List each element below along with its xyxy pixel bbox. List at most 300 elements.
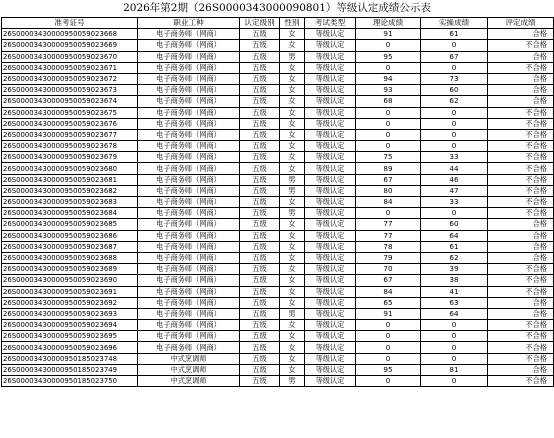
cell-theory-score: 67 (356, 275, 421, 286)
cell-gender: 男 (280, 376, 305, 387)
cell-occupation: 电子商务师（网商） (138, 96, 240, 107)
table-row (2, 185, 554, 196)
cell-exam-type: 等级认定 (305, 118, 356, 129)
table-row (2, 264, 554, 275)
cell-practical-score: 0 (421, 40, 488, 51)
cell-result: 不合格 (488, 320, 554, 331)
cell-occupation: 电子商务师（网商） (138, 174, 240, 185)
cell-result: 合格 (488, 85, 554, 96)
cell-occupation: 电子商务师（网商） (138, 29, 240, 40)
cell-exam-type: 等级认定 (305, 331, 356, 342)
cell-exam-type: 等级认定 (305, 230, 356, 241)
cell-result: 不合格 (488, 197, 554, 208)
cell-theory-score: 0 (356, 208, 421, 219)
cell-gender: 女 (280, 96, 305, 107)
table-row (2, 320, 554, 331)
cell-occupation: 电子商务师（网商） (138, 308, 240, 319)
cell-gender: 女 (280, 29, 305, 40)
cell-ticket-number: 26S000034300009500590236​80 (2, 163, 138, 174)
cell-occupation: 电子商务师（网商） (138, 40, 240, 51)
cell-level: 五级 (240, 264, 280, 275)
cell-result: 不合格 (488, 129, 554, 140)
cell-result: 合格 (488, 252, 554, 263)
cell-occupation: 电子商务师（网商） (138, 141, 240, 152)
cell-level: 五级 (240, 73, 280, 84)
cell-theory-score: 65 (356, 297, 421, 308)
cell-exam-type: 等级认定 (305, 308, 356, 319)
cell-theory-score: 0 (356, 40, 421, 51)
cell-result: 不合格 (488, 286, 554, 297)
cell-theory-score: 80 (356, 185, 421, 196)
table-row (2, 208, 554, 219)
cell-practical-score: 62 (421, 252, 488, 263)
cell-level: 五级 (240, 230, 280, 241)
cell-result: 合格 (488, 219, 554, 230)
cell-practical-score: 38 (421, 275, 488, 286)
table-row (2, 118, 554, 129)
cell-theory-score: 84 (356, 286, 421, 297)
table-row (2, 308, 554, 319)
table-row (2, 230, 554, 241)
cell-occupation: 电子商务师（网商） (138, 342, 240, 353)
cell-level: 五级 (240, 96, 280, 107)
header-ticket-number: 准考证号 (2, 18, 138, 29)
table-row (2, 141, 554, 152)
table-row (2, 129, 554, 140)
cell-practical-score: 60 (421, 85, 488, 96)
table-row (2, 29, 554, 40)
cell-ticket-number: 26S000034300009500590236​76 (2, 118, 138, 129)
cell-gender: 女 (280, 129, 305, 140)
cell-theory-score: 93 (356, 85, 421, 96)
cell-level: 五级 (240, 241, 280, 252)
cell-gender: 女 (280, 252, 305, 263)
cell-gender: 男 (280, 51, 305, 62)
cell-occupation: 电子商务师（网商） (138, 197, 240, 208)
cell-occupation: 电子商务师（网商） (138, 264, 240, 275)
cell-ticket-number: 26S000034300009500590236​84 (2, 208, 138, 219)
cell-theory-score: 0 (356, 331, 421, 342)
cell-result: 不合格 (488, 141, 554, 152)
cell-ticket-number: 26S000034300009500590236​81 (2, 174, 138, 185)
cell-level: 五级 (240, 197, 280, 208)
cell-ticket-number: 26S000034300009500590236​86 (2, 230, 138, 241)
cell-ticket-number: 26S000034300009500590236​89 (2, 264, 138, 275)
cell-practical-score: 67 (421, 51, 488, 62)
cell-practical-score: 73 (421, 73, 488, 84)
cell-gender: 男 (280, 174, 305, 185)
cell-result: 不合格 (488, 62, 554, 73)
cell-occupation: 电子商务师（网商） (138, 185, 240, 196)
cell-exam-type: 等级认定 (305, 219, 356, 230)
cell-result: 不合格 (488, 118, 554, 129)
table-row (2, 40, 554, 51)
cell-result: 不合格 (488, 152, 554, 163)
cell-practical-score: 41 (421, 286, 488, 297)
cell-gender: 女 (280, 320, 305, 331)
cell-exam-type: 等级认定 (305, 73, 356, 84)
cell-ticket-number: 26S000034300009500590236​91 (2, 286, 138, 297)
cell-theory-score: 0 (356, 376, 421, 387)
cell-level: 五级 (240, 29, 280, 40)
cell-exam-type: 等级认定 (305, 129, 356, 140)
table-row (2, 163, 554, 174)
cell-theory-score: 91 (356, 308, 421, 319)
cell-gender: 女 (280, 197, 305, 208)
cell-practical-score: 63 (421, 297, 488, 308)
cell-theory-score: 68 (356, 96, 421, 107)
cell-occupation: 电子商务师（网商） (138, 85, 240, 96)
cell-result: 不合格 (488, 264, 554, 275)
cell-practical-score: 64 (421, 230, 488, 241)
cell-ticket-number: 26S000034300009500590236​69 (2, 40, 138, 51)
cell-gender: 女 (280, 85, 305, 96)
cell-result: 不合格 (488, 353, 554, 364)
table-row (2, 331, 554, 342)
cell-gender: 女 (280, 241, 305, 252)
cell-practical-score: 33 (421, 197, 488, 208)
table-row (2, 252, 554, 263)
cell-level: 五级 (240, 353, 280, 364)
cell-occupation: 电子商务师（网商） (138, 208, 240, 219)
cell-result: 不合格 (488, 208, 554, 219)
cell-ticket-number: 26S000034300009500590236​92 (2, 297, 138, 308)
table-row (2, 275, 554, 286)
cell-practical-score: 44 (421, 163, 488, 174)
cell-result: 合格 (488, 51, 554, 62)
cell-theory-score: 79 (356, 252, 421, 263)
header-theory-score: 理论成绩 (356, 18, 421, 29)
table-row (2, 219, 554, 230)
cell-occupation: 电子商务师（网商） (138, 62, 240, 73)
cell-gender: 女 (280, 40, 305, 51)
cell-practical-score: 62 (421, 96, 488, 107)
cell-ticket-number: 26S000034300009500590236​72 (2, 73, 138, 84)
table-row (2, 85, 554, 96)
cell-level: 五级 (240, 208, 280, 219)
cell-occupation: 电子商务师（网商） (138, 163, 240, 174)
cell-practical-score: 0 (421, 208, 488, 219)
cell-ticket-number: 26S0000343000095005902366​8 (2, 29, 138, 40)
cell-result: 合格 (488, 241, 554, 252)
header-row (2, 18, 554, 29)
table-row (2, 62, 554, 73)
cell-occupation: 电子商务师（网商） (138, 297, 240, 308)
cell-result: 合格 (488, 308, 554, 319)
cell-ticket-number: 26S000034300009500590236​71 (2, 62, 138, 73)
cell-level: 五级 (240, 376, 280, 387)
cell-level: 五级 (240, 297, 280, 308)
cell-occupation: 中式烹调师 (138, 353, 240, 364)
table-row (2, 376, 554, 387)
cell-result: 不合格 (488, 163, 554, 174)
cell-result: 合格 (488, 29, 554, 40)
cell-theory-score: 0 (356, 107, 421, 118)
cell-ticket-number: 26S000034300009501850237​49 (2, 364, 138, 375)
cell-exam-type: 等级认定 (305, 96, 356, 107)
cell-theory-score: 91 (356, 29, 421, 40)
table-row (2, 51, 554, 62)
cell-level: 五级 (240, 364, 280, 375)
cell-exam-type: 等级认定 (305, 107, 356, 118)
cell-occupation: 电子商务师（网商） (138, 275, 240, 286)
cell-ticket-number: 26S000034300009500590236​75 (2, 107, 138, 118)
cell-practical-score: 39 (421, 264, 488, 275)
cell-theory-score: 0 (356, 320, 421, 331)
cell-exam-type: 等级认定 (305, 342, 356, 353)
cell-level: 五级 (240, 320, 280, 331)
table-row (2, 197, 554, 208)
cell-level: 五级 (240, 62, 280, 73)
cell-exam-type: 等级认定 (305, 62, 356, 73)
cell-gender: 女 (280, 353, 305, 364)
cell-occupation: 电子商务师（网商） (138, 286, 240, 297)
cell-gender: 女 (280, 118, 305, 129)
header-gender: 性别 (280, 18, 305, 29)
cell-gender: 女 (280, 286, 305, 297)
cell-gender: 男 (280, 185, 305, 196)
cell-practical-score: 33 (421, 152, 488, 163)
cell-theory-score: 94 (356, 73, 421, 84)
cell-theory-score: 0 (356, 62, 421, 73)
cell-occupation: 电子商务师（网商） (138, 219, 240, 230)
cell-exam-type: 等级认定 (305, 197, 356, 208)
table-body (2, 29, 554, 387)
cell-exam-type: 等级认定 (305, 297, 356, 308)
cell-ticket-number: 26S000034300009500590236​82 (2, 185, 138, 196)
cell-result: 不合格 (488, 275, 554, 286)
cell-exam-type: 等级认定 (305, 376, 356, 387)
cell-level: 五级 (240, 107, 280, 118)
cell-theory-score: 70 (356, 264, 421, 275)
cell-level: 五级 (240, 40, 280, 51)
cell-exam-type: 等级认定 (305, 241, 356, 252)
cell-occupation: 电子商务师（网商） (138, 107, 240, 118)
header-exam-type: 考试类型 (305, 18, 356, 29)
cell-gender: 女 (280, 219, 305, 230)
cell-occupation: 电子商务师（网商） (138, 73, 240, 84)
cell-occupation: 中式烹调师 (138, 376, 240, 387)
cell-occupation: 电子商务师（网商） (138, 320, 240, 331)
cell-level: 五级 (240, 252, 280, 263)
cell-level: 五级 (240, 118, 280, 129)
cell-ticket-number: 26S000034300009500590236​94 (2, 320, 138, 331)
table-row (2, 364, 554, 375)
cell-result: 合格 (488, 364, 554, 375)
cell-exam-type: 等级认定 (305, 275, 356, 286)
cell-practical-score: 0 (421, 62, 488, 73)
page-title: 2026年第2期（26S000034300009080​1）等级认定成绩公示表 (123, 2, 431, 14)
cell-gender: 女 (280, 331, 305, 342)
cell-gender: 女 (280, 73, 305, 84)
cell-level: 五级 (240, 152, 280, 163)
cell-practical-score: 0 (421, 107, 488, 118)
cell-gender: 女 (280, 342, 305, 353)
cell-exam-type: 等级认定 (305, 141, 356, 152)
cell-exam-type: 等级认定 (305, 29, 356, 40)
cell-level: 五级 (240, 342, 280, 353)
cell-exam-type: 等级认定 (305, 40, 356, 51)
cell-gender: 女 (280, 141, 305, 152)
cell-theory-score: 0 (356, 129, 421, 140)
cell-result: 合格 (488, 230, 554, 241)
cell-result: 合格 (488, 73, 554, 84)
cell-ticket-number: 26S000034300009500590236​79 (2, 152, 138, 163)
cell-practical-score: 0 (421, 118, 488, 129)
cell-theory-score: 78 (356, 241, 421, 252)
cell-level: 五级 (240, 51, 280, 62)
cell-gender: 女 (280, 152, 305, 163)
cell-exam-type: 等级认定 (305, 185, 356, 196)
cell-occupation: 电子商务师（网商） (138, 118, 240, 129)
table-row (2, 241, 554, 252)
cell-theory-score: 67 (356, 174, 421, 185)
cell-result: 不合格 (488, 185, 554, 196)
table-row (2, 73, 554, 84)
cell-ticket-number: 26S000034300009500590236​96 (2, 342, 138, 353)
cell-result: 合格 (488, 297, 554, 308)
cell-level: 五级 (240, 185, 280, 196)
cell-level: 五级 (240, 331, 280, 342)
cell-gender: 女 (280, 62, 305, 73)
cell-theory-score: 95 (356, 51, 421, 62)
table-row (2, 174, 554, 185)
cell-occupation: 电子商务师（网商） (138, 152, 240, 163)
cell-exam-type: 等级认定 (305, 208, 356, 219)
cell-gender: 女 (280, 364, 305, 375)
cell-exam-type: 等级认定 (305, 364, 356, 375)
cell-ticket-number: 26S000034300009500590236​74 (2, 96, 138, 107)
cell-practical-score: 47 (421, 185, 488, 196)
cell-ticket-number: 26S000034300009501850237​48 (2, 353, 138, 364)
cell-gender: 男 (280, 308, 305, 319)
cell-result: 不合格 (488, 331, 554, 342)
cell-ticket-number: 26S000034300009500590236​77 (2, 129, 138, 140)
cell-gender: 女 (280, 230, 305, 241)
cell-gender: 女 (280, 275, 305, 286)
cell-gender: 男 (280, 208, 305, 219)
header-occupation: 职业工种 (138, 18, 240, 29)
cell-exam-type: 等级认定 (305, 174, 356, 185)
cell-level: 五级 (240, 85, 280, 96)
cell-exam-type: 等级认定 (305, 51, 356, 62)
table-row (2, 286, 554, 297)
cell-result: 合格 (488, 96, 554, 107)
cell-practical-score: 64 (421, 308, 488, 319)
cell-practical-score: 61 (421, 241, 488, 252)
cell-ticket-number: 26S000034300009500590236​95 (2, 331, 138, 342)
header-result: 评定成绩 (488, 18, 554, 29)
cell-practical-score: 0 (421, 376, 488, 387)
cell-level: 五级 (240, 286, 280, 297)
header-level: 认定级别 (240, 18, 280, 29)
cell-occupation: 电子商务师（网商） (138, 241, 240, 252)
cell-practical-score: 0 (421, 331, 488, 342)
cell-theory-score: 0 (356, 353, 421, 364)
cell-ticket-number: 26S000034300009500590236​88 (2, 252, 138, 263)
cell-practical-score: 61 (421, 29, 488, 40)
table-row (2, 353, 554, 364)
cell-theory-score: 77 (356, 219, 421, 230)
cell-level: 五级 (240, 308, 280, 319)
cell-level: 五级 (240, 174, 280, 185)
table-row (2, 107, 554, 118)
cell-occupation: 电子商务师（网商） (138, 51, 240, 62)
cell-level: 五级 (240, 163, 280, 174)
cell-occupation: 电子商务师（网商） (138, 230, 240, 241)
cell-ticket-number: 26S000034300009501850237​50 (2, 376, 138, 387)
cell-ticket-number: 26S000034300009500590236​70 (2, 51, 138, 62)
cell-practical-score: 0 (421, 320, 488, 331)
cell-gender: 女 (280, 297, 305, 308)
cell-result: 不合格 (488, 342, 554, 353)
cell-practical-score: 0 (421, 129, 488, 140)
cell-exam-type: 等级认定 (305, 85, 356, 96)
table-row (2, 96, 554, 107)
cell-exam-type: 等级认定 (305, 286, 356, 297)
cell-exam-type: 等级认定 (305, 252, 356, 263)
cell-level: 五级 (240, 275, 280, 286)
cell-exam-type: 等级认定 (305, 353, 356, 364)
cell-ticket-number: 26S000034300009500590236​90 (2, 275, 138, 286)
cell-exam-type: 等级认定 (305, 264, 356, 275)
cell-result: 不合格 (488, 107, 554, 118)
cell-occupation: 电子商务师（网商） (138, 331, 240, 342)
cell-level: 五级 (240, 141, 280, 152)
cell-practical-score: 0 (421, 342, 488, 353)
cell-theory-score: 95 (356, 364, 421, 375)
cell-exam-type: 等级认定 (305, 320, 356, 331)
cell-occupation: 电子商务师（网商） (138, 129, 240, 140)
cell-ticket-number: 26S000034300009500590236​85 (2, 219, 138, 230)
cell-practical-score: 81 (421, 364, 488, 375)
cell-theory-score: 0 (356, 342, 421, 353)
cell-theory-score: 75 (356, 152, 421, 163)
results-table (1, 17, 554, 387)
cell-practical-score: 60 (421, 219, 488, 230)
cell-ticket-number: 26S000034300009500590236​78 (2, 141, 138, 152)
cell-ticket-number: 26S000034300009500590236​87 (2, 241, 138, 252)
cell-practical-score: 46 (421, 174, 488, 185)
header-practical-score: 实操成绩 (421, 18, 488, 29)
cell-exam-type: 等级认定 (305, 152, 356, 163)
cell-result: 不合格 (488, 40, 554, 51)
cell-gender: 女 (280, 107, 305, 118)
table-row (2, 297, 554, 308)
cell-result: 不合格 (488, 376, 554, 387)
cell-exam-type: 等级认定 (305, 163, 356, 174)
cell-theory-score: 0 (356, 118, 421, 129)
cell-occupation: 中式烹调师 (138, 364, 240, 375)
cell-ticket-number: 26S000034300009500590236​73 (2, 85, 138, 96)
cell-theory-score: 84 (356, 197, 421, 208)
cell-gender: 女 (280, 163, 305, 174)
cell-level: 五级 (240, 219, 280, 230)
cell-practical-score: 0 (421, 141, 488, 152)
table-row (2, 152, 554, 163)
cell-occupation: 电子商务师（网商） (138, 252, 240, 263)
cell-ticket-number: 26S000034300009500590236​83 (2, 197, 138, 208)
cell-result: 不合格 (488, 174, 554, 185)
cell-ticket-number: 26S000034300009500590236​93 (2, 308, 138, 319)
cell-gender: 女 (280, 264, 305, 275)
cell-theory-score: 0 (356, 141, 421, 152)
table-row (2, 342, 554, 353)
cell-theory-score: 89 (356, 163, 421, 174)
cell-practical-score: 0 (421, 353, 488, 364)
cell-level: 五级 (240, 129, 280, 140)
cell-theory-score: 77 (356, 230, 421, 241)
